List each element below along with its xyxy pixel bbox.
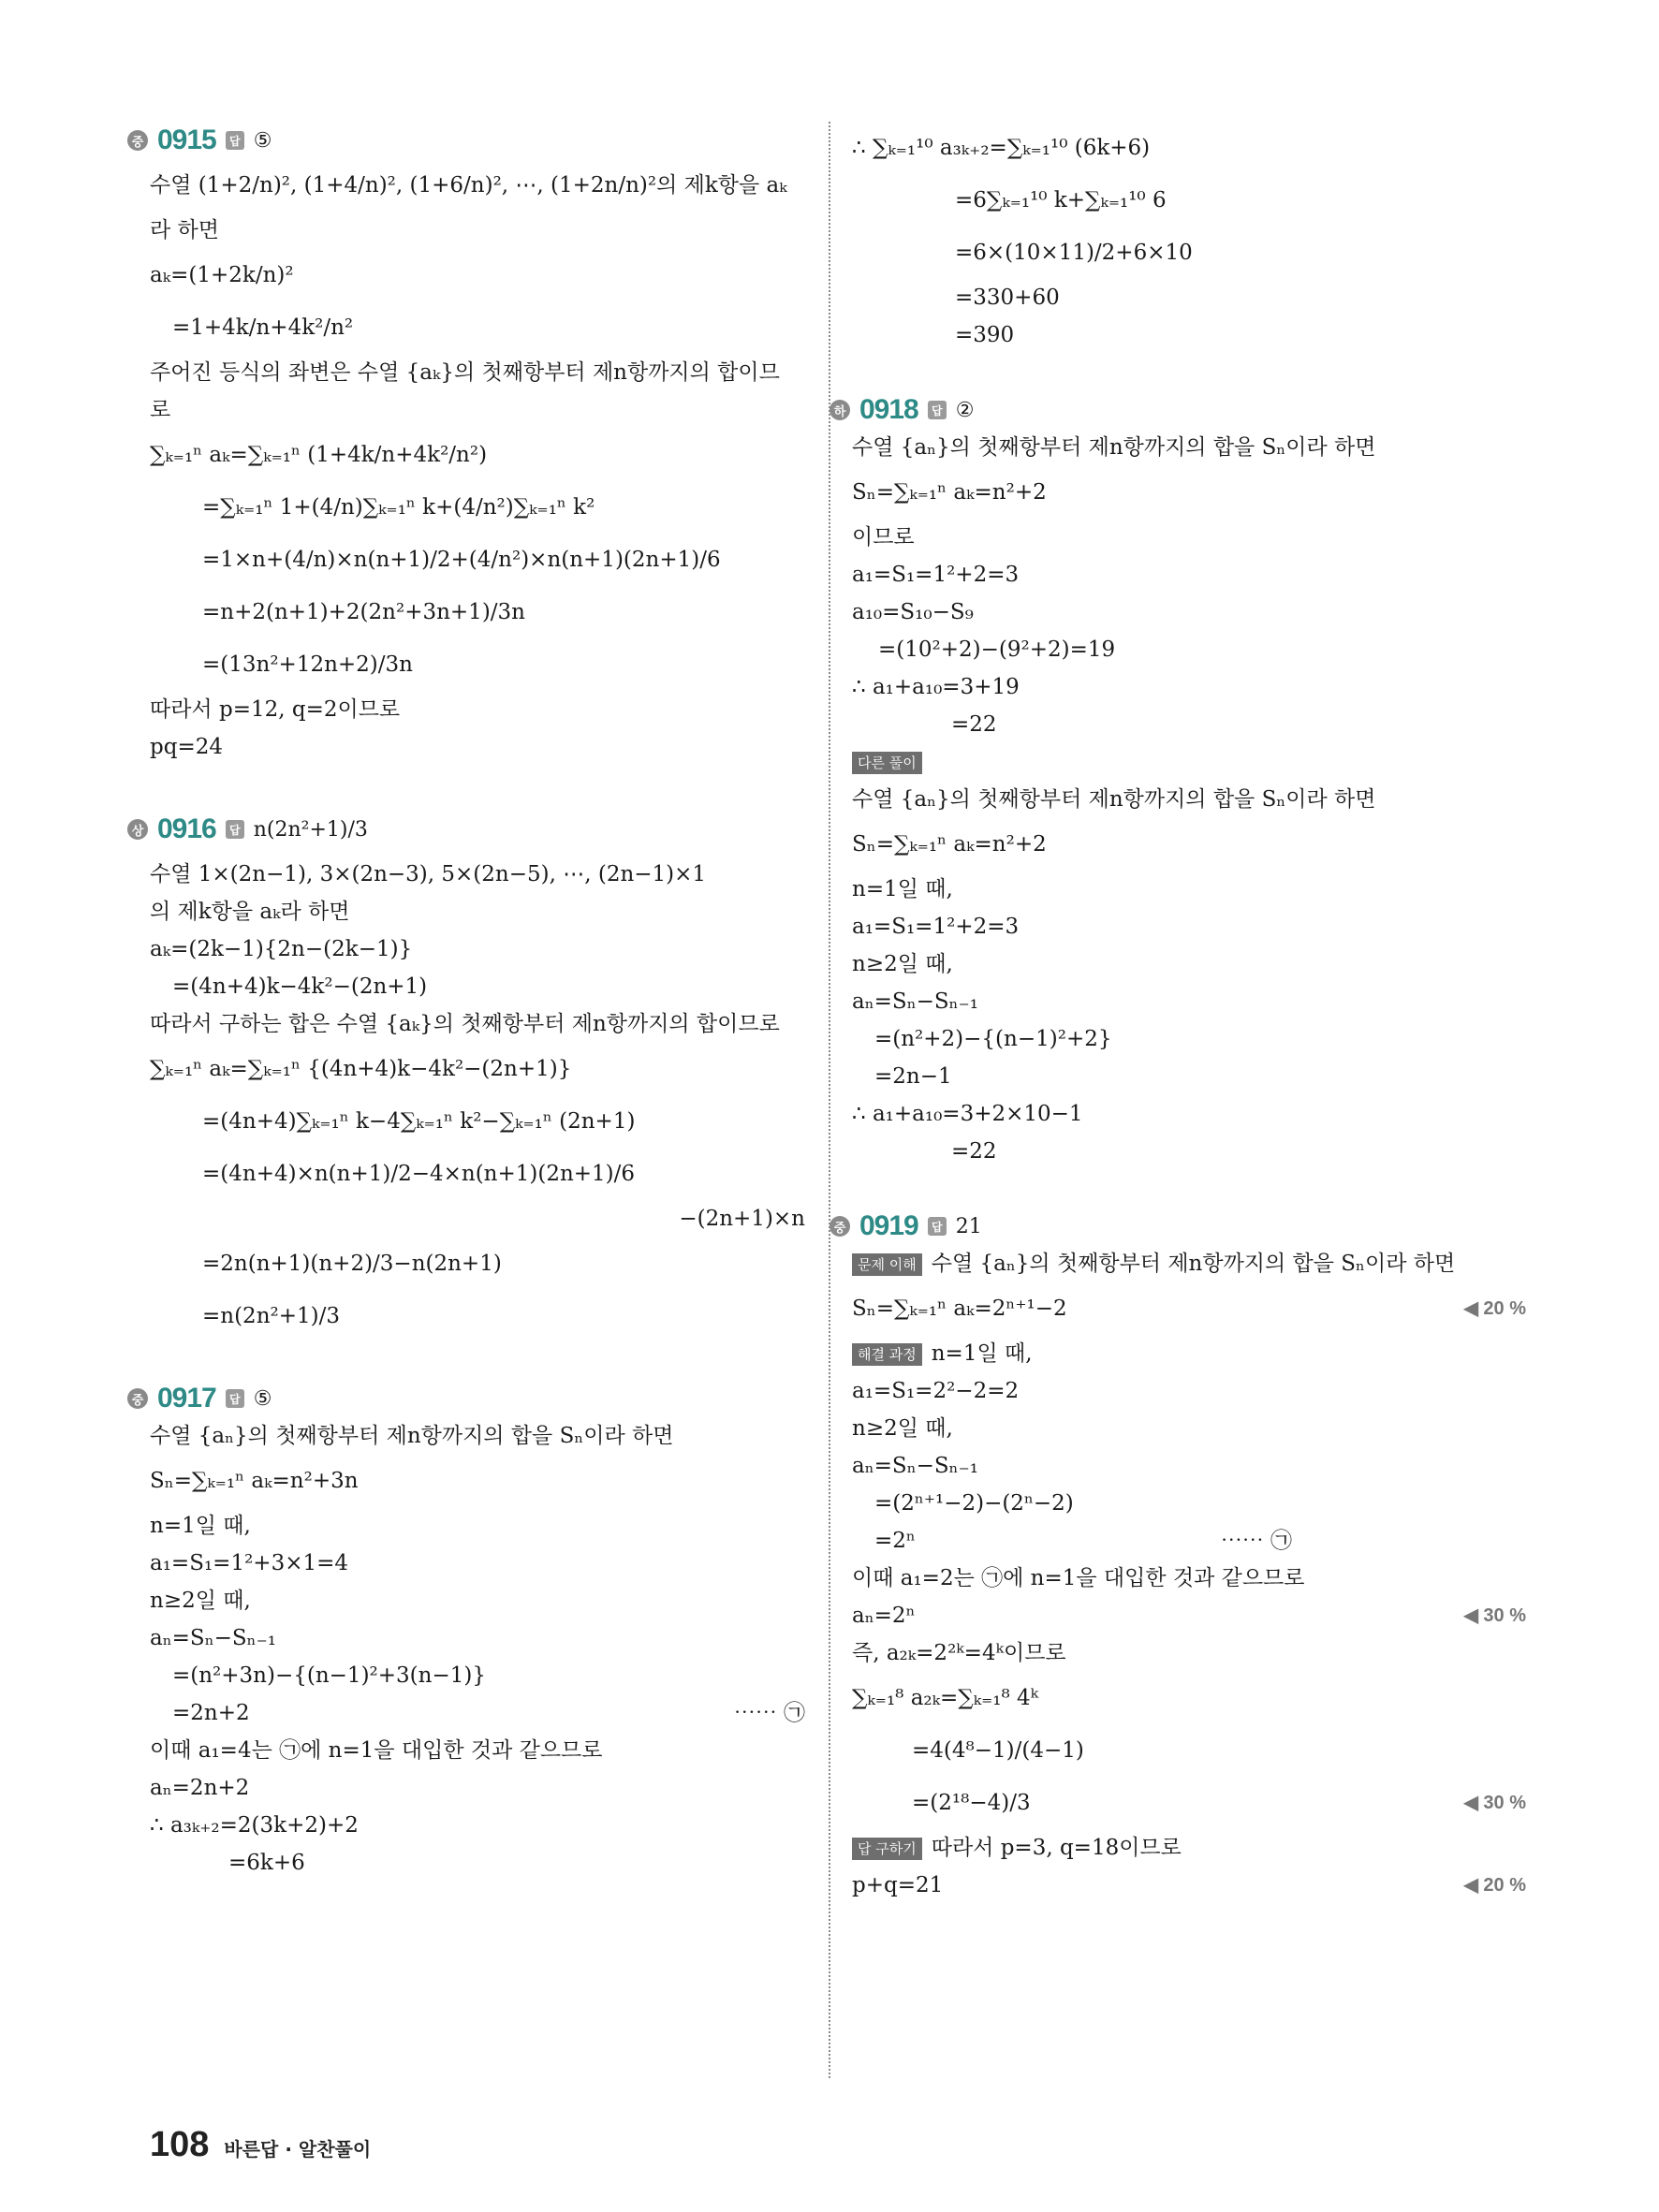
solution-line: n=1일 때, xyxy=(852,877,953,901)
answer-icon: 답 xyxy=(226,1389,244,1408)
difficulty-badge: 하 xyxy=(830,400,850,420)
problem-number: 0916 xyxy=(157,813,216,844)
solution-line: =2n−1 xyxy=(874,1064,952,1089)
solution-line: 수열 {aₙ}의 첫째항부터 제n항까지의 합을 Sₙ이라 하면 xyxy=(150,1424,674,1448)
solution-line: ∴ a₁+a₁₀=3+19 xyxy=(852,675,1020,699)
solution-line: =n(2n²+1)/3 xyxy=(202,1304,340,1328)
problem-number: 0918 xyxy=(859,394,918,425)
solution-line xyxy=(852,1282,1526,1335)
answer-icon: 답 xyxy=(928,401,947,419)
problem-header xyxy=(830,391,1526,429)
problem-header xyxy=(127,803,805,856)
circle-mark: ⋯⋯ ㉠ xyxy=(1220,1529,1292,1553)
solution-line: =1×n+(4/n)×n(n+1)/2+(4/n²)×n(n+1)(2n+1)/6 xyxy=(202,548,721,572)
solution-line: ∑ₖ₌₁ⁿ aₖ=∑ₖ₌₁ⁿ (1+4k/n+4k²/n²) xyxy=(150,443,488,467)
problem-number: 0919 xyxy=(859,1210,918,1241)
answer-value: ② xyxy=(955,398,975,422)
solution-line: n≥2일 때, xyxy=(852,952,953,976)
solution-line: 따라서 구하는 합은 수열 {aₖ}의 첫째항부터 제n항까지의 합이므로 xyxy=(150,1012,780,1036)
solution-text: p+q=21 xyxy=(852,1873,944,1897)
solution-line: aₙ=2n+2 xyxy=(150,1776,250,1800)
solution-line: =(n²+2)−{(n−1)²+2} xyxy=(874,1027,1112,1051)
solution-line: 이때 a₁=2는 ㉠에 n=1을 대입한 것과 같으므로 xyxy=(852,1566,1305,1590)
step-tag-understand: 문제 이해 xyxy=(852,1253,922,1276)
problem-header xyxy=(830,1208,1526,1245)
solution-line: aₖ=(1+2k/n)² xyxy=(150,263,294,287)
solution-line: =6k+6 xyxy=(228,1851,305,1875)
solution-line: =1+4k/n+4k²/n² xyxy=(172,315,354,340)
solution-line: =390 xyxy=(955,323,1015,347)
difficulty-badge: 중 xyxy=(127,130,148,151)
solution-line: ∴ a₁+a₁₀=3+2×10−1 xyxy=(852,1102,1083,1126)
solution-line: 수열 {aₙ}의 첫째항부터 제n항까지의 합을 Sₙ이라 하면 xyxy=(852,787,1376,812)
solution-line: 수열 (1+2/n)², (1+4/n)², (1+6/n)², ⋯, (1+2n/n)²의 제k항을 aₖ xyxy=(150,173,787,198)
solution-line: a₁=S₁=1²+2=3 xyxy=(852,563,1020,587)
right-column xyxy=(833,122,1526,1904)
solution-text: aₙ=2ⁿ xyxy=(852,1604,916,1628)
other-solution-tag: 다른 풀이 xyxy=(852,752,922,774)
solution-line: pq=24 xyxy=(150,735,223,759)
solution-line: 이므로 xyxy=(852,525,915,549)
book-title: 바른답 · 알찬풀이 xyxy=(224,2138,372,2161)
difficulty-badge: 상 xyxy=(127,819,148,840)
solution-line: =(13n²+12n+2)/3n xyxy=(202,652,413,677)
solution-line: =22 xyxy=(951,1139,997,1164)
left-column xyxy=(131,122,805,1882)
problem-number: 0917 xyxy=(157,1383,216,1414)
solution-line xyxy=(150,1694,805,1732)
solution-line xyxy=(852,1829,1526,1867)
solution-line xyxy=(852,1867,1526,1904)
solution-line: Sₙ=∑ₖ₌₁ⁿ aₖ=n²+2 xyxy=(852,832,1047,857)
answer-icon: 답 xyxy=(928,1217,947,1236)
solution-line: −(2n+1)×n xyxy=(679,1207,805,1231)
score-percent: ◀ 20 % xyxy=(1463,1298,1526,1319)
problem-0917-continued xyxy=(852,122,1526,354)
solution-line: 의 제k항을 aₖ라 하면 xyxy=(150,900,350,924)
difficulty-badge: 중 xyxy=(127,1388,148,1409)
solution-line: =∑ₖ₌₁ⁿ 1+(4/n)∑ₖ₌₁ⁿ k+(4/n²)∑ₖ₌₁ⁿ k² xyxy=(202,495,595,520)
solution-line: n≥2일 때, xyxy=(150,1589,251,1613)
solution-text: =2n+2 xyxy=(172,1701,250,1725)
solution-text: =(2¹⁸−4)/3 xyxy=(912,1791,1031,1815)
answer-icon: 답 xyxy=(226,131,244,150)
solution-line: ∑ₖ₌₁⁸ a₂ₖ=∑ₖ₌₁⁸ 4ᵏ xyxy=(852,1686,1039,1710)
solution-text: =2ⁿ xyxy=(874,1529,916,1553)
other-solution-label-row xyxy=(852,743,1526,781)
solution-line: =330+60 xyxy=(955,286,1060,310)
solution-line: =(n²+3n)−{(n−1)²+3(n−1)} xyxy=(172,1663,486,1688)
circle-mark: ⋯⋯ ㉠ xyxy=(733,1701,805,1725)
solution-line: 라 하면 xyxy=(150,218,219,242)
solution-line: ∴ a₃ₖ₊₂=2(3k+2)+2 xyxy=(150,1813,359,1838)
step-tag-process: 해결 과정 xyxy=(852,1343,922,1366)
problem-0918 xyxy=(833,391,1526,1170)
solution-text: 수열 {aₙ}의 첫째항부터 제n항까지의 합을 Sₙ이라 하면 xyxy=(931,1252,1456,1276)
solution-line: =(4n+4)∑ₖ₌₁ⁿ k−4∑ₖ₌₁ⁿ k²−∑ₖ₌₁ⁿ (2n+1) xyxy=(202,1109,636,1134)
answer-value: ⑤ xyxy=(253,128,272,153)
solution-line: Sₙ=∑ₖ₌₁ⁿ aₖ=n²+2 xyxy=(852,480,1047,505)
solution-line: ∴ ∑ₖ₌₁¹⁰ a₃ₖ₊₂=∑ₖ₌₁¹⁰ (6k+6) xyxy=(852,136,1151,160)
page-footer xyxy=(150,2125,371,2165)
problem-0919 xyxy=(833,1208,1526,1904)
problem-header xyxy=(127,1380,805,1417)
solution-line: ∑ₖ₌₁ⁿ aₖ=∑ₖ₌₁ⁿ {(4n+4)k−4k²−(2n+1)} xyxy=(150,1057,572,1081)
solution-line: aₖ=(2k−1){2n−(2k−1)} xyxy=(150,937,413,961)
solution-line: aₙ=Sₙ−Sₙ₋₁ xyxy=(852,989,978,1014)
solution-line: =2n(n+1)(n+2)/3−n(2n+1) xyxy=(202,1252,502,1276)
page-number: 108 xyxy=(150,2125,210,2164)
answer-icon: 답 xyxy=(226,820,244,839)
solution-line: 주어진 등식의 좌변은 수열 {aₖ}의 첫째항부터 제n항까지의 합이므 xyxy=(150,360,780,385)
problem-header xyxy=(127,122,805,159)
solution-line: 따라서 p=12, q=2이므로 xyxy=(150,697,401,722)
solution-line xyxy=(852,1597,1526,1634)
step-tag-answer: 답 구하기 xyxy=(852,1838,922,1860)
solution-line: =(10²+2)−(9²+2)=19 xyxy=(878,637,1116,662)
solution-line: Sₙ=∑ₖ₌₁ⁿ aₖ=n²+3n xyxy=(150,1469,359,1493)
solution-line xyxy=(852,1245,1526,1282)
solution-line: 수열 1×(2n−1), 3×(2n−3), 5×(2n−5), ⋯, (2n−1)×1 xyxy=(150,862,707,886)
score-percent: ◀ 20 % xyxy=(1463,1875,1526,1896)
problem-0917 xyxy=(131,1380,805,1882)
solution-line: a₁₀=S₁₀−S₉ xyxy=(852,600,974,624)
solution-line: 즉, a₂ₖ=2²ᵏ=4ᵏ이므로 xyxy=(852,1641,1066,1665)
answer-value: n(2n²+1)/3 xyxy=(253,817,368,842)
solution-text: 따라서 p=3, q=18이므로 xyxy=(931,1836,1182,1860)
solution-text: Sₙ=∑ₖ₌₁ⁿ aₖ=2ⁿ⁺¹−2 xyxy=(852,1296,1067,1321)
solution-text: n=1일 때, xyxy=(931,1341,1033,1366)
problem-0916 xyxy=(131,803,805,1342)
problem-number: 0915 xyxy=(157,125,216,155)
solution-line: n=1일 때, xyxy=(150,1514,251,1538)
solution-line: =22 xyxy=(951,712,997,737)
problem-0915 xyxy=(131,122,805,766)
solution-line: n≥2일 때, xyxy=(852,1416,953,1441)
solution-line: =(4n+4)k−4k²−(2n+1) xyxy=(172,974,428,999)
solution-line: a₁=S₁=1²+2=3 xyxy=(852,915,1020,939)
solution-line: =n+2(n+1)+2(2n²+3n+1)/3n xyxy=(202,600,525,624)
answer-value: 21 xyxy=(955,1214,982,1238)
solution-line: 로 xyxy=(150,398,171,422)
solution-line: =6×(10×11)/2+6×10 xyxy=(955,241,1193,265)
answer-value: ⑤ xyxy=(253,1386,272,1411)
score-percent: ◀ 30 % xyxy=(1463,1793,1526,1813)
solution-line xyxy=(852,1777,1526,1829)
solution-line: aₙ=Sₙ−Sₙ₋₁ xyxy=(150,1626,276,1650)
solution-line: aₙ=Sₙ−Sₙ₋₁ xyxy=(852,1454,978,1478)
solution-line: =(2ⁿ⁺¹−2)−(2ⁿ−2) xyxy=(874,1491,1074,1516)
difficulty-badge: 중 xyxy=(830,1216,850,1237)
solution-line: =4(4⁸−1)/(4−1) xyxy=(912,1738,1084,1763)
solution-line: 이때 a₁=4는 ㉠에 n=1을 대입한 것과 같으므로 xyxy=(150,1738,603,1763)
solution-line: =(4n+4)×n(n+1)/2−4×n(n+1)(2n+1)/6 xyxy=(202,1162,636,1186)
solution-line: =6∑ₖ₌₁¹⁰ k+∑ₖ₌₁¹⁰ 6 xyxy=(955,188,1167,212)
solution-line: a₁=S₁=1²+3×1=4 xyxy=(150,1551,349,1575)
solution-line: a₁=S₁=2²−2=2 xyxy=(852,1379,1020,1403)
solution-line: 수열 {aₙ}의 첫째항부터 제n항까지의 합을 Sₙ이라 하면 xyxy=(852,435,1376,460)
solution-line xyxy=(852,1335,1526,1372)
solution-line xyxy=(852,1522,1526,1560)
score-percent: ◀ 30 % xyxy=(1463,1605,1526,1626)
